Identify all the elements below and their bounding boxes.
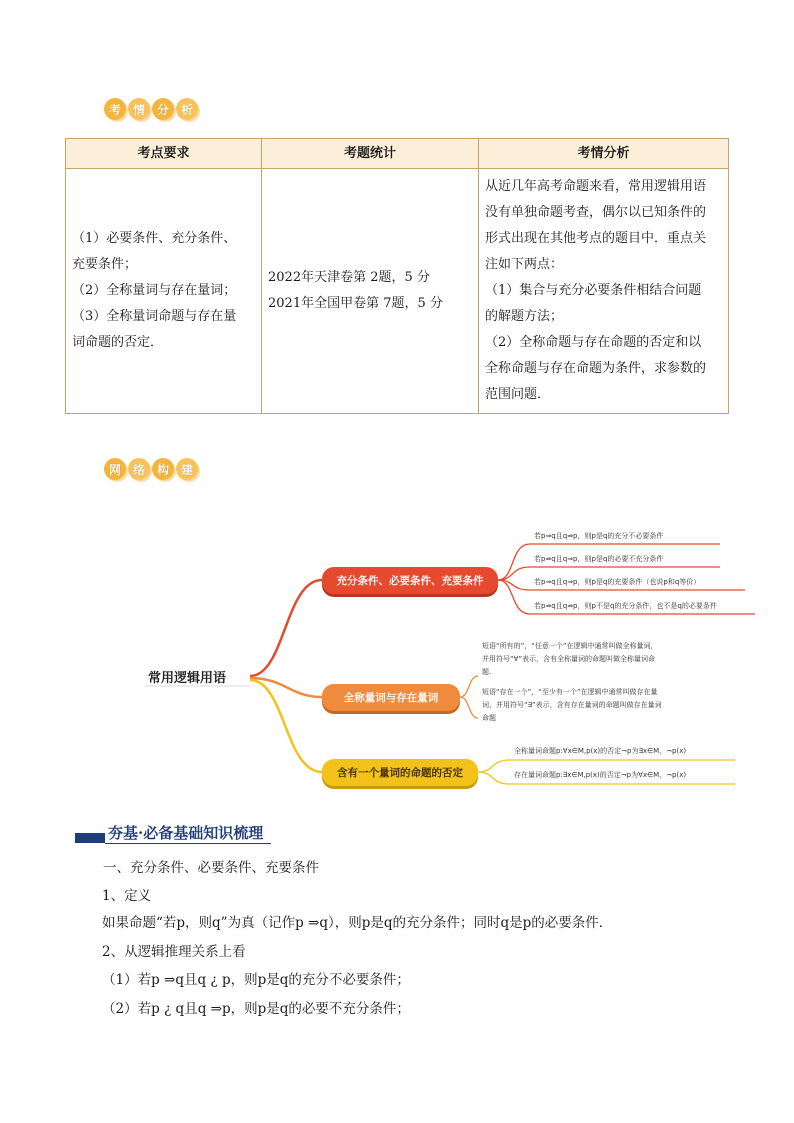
badge-char: 分 — [152, 98, 174, 120]
table-header: 考点要求 — [66, 139, 262, 169]
cell-line: 范围问题． — [485, 387, 551, 402]
mindmap-leaf: 短语“所有的”，“任意一个”在逻辑中通常叫做全称量词，并用符号“∀”表示，含有全称量词的命题叫做全称量词命题. — [482, 642, 658, 676]
cell-line: （1）集合与充分必要条件相结合问题 — [485, 283, 702, 298]
section-heading-bar — [75, 822, 375, 844]
mindmap-branch-quantifiers: 全称量词与存在量词 — [322, 684, 460, 711]
mindmap-branch-conditions: 充分条件、必要条件、充要条件 — [322, 567, 498, 594]
cell-line: （2）全称量词与存在量词； — [72, 283, 237, 298]
badge-char: 网 — [104, 458, 126, 480]
exam-analysis-table — [65, 138, 729, 414]
section-title: 夯基·必备基础知识梳理 — [105, 822, 271, 844]
mindmap-leaf: 若p⇏q且q⇏p，则p不是q的充分条件，也不是q的必要条件 — [534, 602, 717, 610]
cell-line: 从近几年高考命题来看，常用逻辑用语 — [485, 179, 707, 194]
cell-line: 2021年全国甲卷第 7题，5 分 — [268, 296, 443, 311]
heading-1: 一、充分条件、必要条件、充要条件 — [103, 860, 319, 876]
list-item: （2）若p ¿ q且q ⇒p，则p是q的必要不充分条件； — [102, 1001, 410, 1017]
cell-line: （3）全称量词命题与存在量 — [72, 309, 237, 324]
definition-paragraph: 如果命题“若p，则q”为真（记作p ⇒q），则p是q的充分条件；同时q是p的必要条件． — [102, 915, 613, 931]
mindmap-branch-negation: 含有一个量词的命题的否定 — [322, 759, 478, 786]
cell-line: （2）全称命题与存在命题的否定和以 — [485, 335, 702, 350]
cell-line: 的解题方法； — [485, 309, 564, 324]
mindmap-leaf: 若p⇒q且q⇒p，则p是q的充要条件（也说p和q等价） — [534, 578, 701, 586]
cell-line: 注如下两点： — [485, 257, 564, 272]
mindmap-leaf: 若p⇏q且q⇒p，则p是q的必要不充分条件 — [534, 555, 664, 563]
badge-char: 情 — [128, 98, 150, 120]
heading-logic: 2、从逻辑推理关系上看 — [102, 944, 246, 960]
mindmap-leaf: 短语“存在一个”，“至少有一个”在逻辑中通常叫做存在量词，并用符号“∃”表示，含有存在量词的命题叫做存在量词命题 — [482, 688, 662, 722]
section-badge-exam-analysis — [104, 98, 198, 120]
badge-char: 考 — [104, 98, 126, 120]
section-badge-network — [104, 458, 198, 480]
cell-line: 2022年天津卷第 2题，5 分 — [268, 270, 430, 285]
table-header: 考题统计 — [262, 139, 479, 169]
cell-line: （1）必要条件、充分条件、 — [72, 231, 237, 246]
table-cell-analysis — [479, 169, 729, 414]
mindmap-root: 常用逻辑用语 — [148, 671, 227, 686]
badge-char: 构 — [152, 458, 174, 480]
mindmap-leaf: 若p⇒q且q⇏p，则p是q的充分不必要条件 — [534, 532, 664, 540]
table-header: 考情分析 — [479, 139, 729, 169]
section-marker — [75, 833, 105, 843]
table-header-row — [66, 139, 729, 169]
cell-line: 词命题的否定． — [72, 335, 164, 350]
list-item: （1）若p ⇒q且q ¿ p，则p是q的充分不必要条件； — [102, 972, 410, 988]
cell-line: 形式出现在其他考点的题目中．重点关 — [485, 231, 707, 246]
cell-line: 没有单独命题考查，偶尔以已知条件的 — [485, 205, 707, 220]
cell-line: 全称命题与存在命题为条件，求参数的 — [485, 361, 707, 376]
cell-line: 充要条件； — [72, 257, 138, 272]
table-row — [66, 169, 729, 414]
table-cell-requirements — [66, 169, 262, 414]
mindmap-leaf: 全称量词命题p:∀x∈M,p(x)的否定¬p为∃x∈M，¬p(x) — [514, 747, 687, 755]
table-cell-statistics — [262, 169, 479, 414]
badge-char: 络 — [128, 458, 150, 480]
badge-char: 析 — [176, 98, 198, 120]
heading-definition: 1、定义 — [102, 888, 152, 904]
badge-char: 建 — [176, 458, 198, 480]
mindmap-leaf: 存在量词命题p:∃x∈M,p(x)的否定¬p为∀x∈M，¬p(x) — [514, 771, 687, 779]
